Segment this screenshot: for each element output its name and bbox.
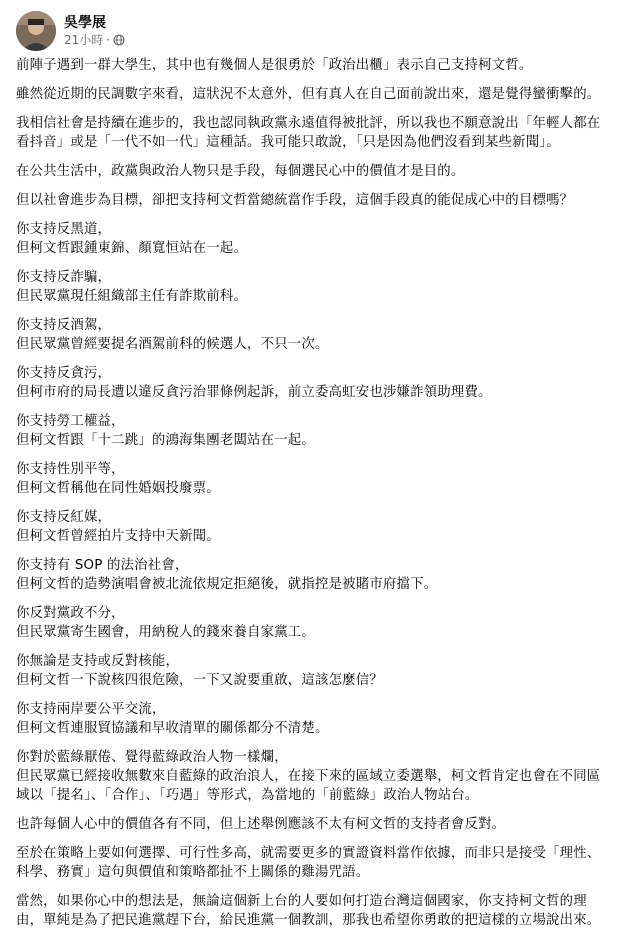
paragraph-line: 也許每個人心中的價值各有不同，但上述舉例應該不太有柯文哲的支持者會反對。 bbox=[16, 817, 506, 832]
paragraph-line: 但民眾黨曾經要提名酒駕前科的候選人，不只一次。 bbox=[16, 337, 329, 352]
paragraph-line: 在公共生活中，政黨與政治人物只是手段，每個選民心中的價值才是目的。 bbox=[16, 164, 465, 179]
paragraph-line: 但柯文哲跟「十二跳」的鴻海集團老闆站在一起。 bbox=[16, 433, 315, 448]
post-paragraph bbox=[16, 815, 624, 834]
post-paragraph bbox=[16, 364, 624, 402]
post-paragraph bbox=[16, 114, 624, 152]
paragraph-line: 但以社會進步為目標，卻把支持柯文哲當總統當作手段，這個手段真的能促成心中的目標嗎？ bbox=[16, 193, 574, 208]
paragraph-line: 但柯文哲曾經拍片支持中天新聞。 bbox=[16, 529, 220, 544]
paragraph-line: 但民眾黨寄生國會，用納稅人的錢來養自家黨工。 bbox=[16, 625, 315, 640]
paragraph-line: 前陣子遇到一群大學生，其中也有幾個人是很勇於「政治出櫃」表示自己支持柯文哲。 bbox=[16, 58, 533, 73]
paragraph-line: 但柯文哲一下說核四很危險，一下又說要重啟，這該怎麼信？ bbox=[16, 673, 383, 688]
paragraph-line: 你支持性別平等， bbox=[16, 462, 125, 477]
paragraph-line: 看抖音」或是「一代不如一代」這種話。我可能只敢說，「只是因為他們沒看到某些新聞」。 bbox=[16, 135, 560, 150]
paragraph-line: 你無論是支持或反對核能， bbox=[16, 654, 180, 669]
paragraph-line: 但柯文哲連服貿協議和早收清單的關係都分不清楚。 bbox=[16, 721, 329, 736]
paragraph-line: 你對於藍綠厭倦、覺得藍綠政治人物一樣爛， bbox=[16, 750, 288, 765]
post-paragraph bbox=[16, 220, 624, 258]
post-subline bbox=[64, 32, 125, 48]
paragraph-line: 但柯文哲的造勢演唱會被北流依規定拒絕後，就指控是被賭市府擋下。 bbox=[16, 577, 438, 592]
paragraph-line: 你支持反酒駕， bbox=[16, 318, 112, 333]
paragraph-line: 雖然從近期的民調數字來看，這狀況不太意外，但有真人在自己面前說出來，還是覺得蠻衝擊的。 bbox=[16, 87, 601, 102]
post-paragraph bbox=[16, 892, 624, 930]
post-time[interactable]: 21小時 bbox=[64, 33, 104, 47]
post-paragraph bbox=[16, 604, 624, 642]
paragraph-line: 至於在策略上要如何選擇、可行性多高，就需要更多的實證資料當作依據，而非只是接受「理性、 bbox=[16, 846, 601, 861]
paragraph-line: 科學、務實」這句與價值和策略都扯不上關係的雞湯咒語。 bbox=[16, 865, 370, 880]
post-meta bbox=[64, 14, 125, 48]
paragraph-line: 你支持勞工權益， bbox=[16, 414, 125, 429]
post-paragraph bbox=[16, 460, 624, 498]
paragraph-line: 你反對黨政不分， bbox=[16, 606, 125, 621]
post-paragraph bbox=[16, 652, 624, 690]
post-paragraph bbox=[16, 844, 624, 882]
post-paragraph bbox=[16, 748, 624, 805]
post-paragraph bbox=[16, 316, 624, 354]
paragraph-line: 你支持有 SOP 的法治社會， bbox=[16, 558, 189, 573]
globe-icon[interactable] bbox=[113, 34, 125, 46]
author-name[interactable]: 吳學展 bbox=[64, 15, 106, 31]
post-paragraph bbox=[16, 268, 624, 306]
avatar[interactable] bbox=[16, 11, 56, 51]
paragraph-line: 但民眾黨已經接收無數來自藍綠的政治浪人，在接下來的區域立委選舉，柯文哲肯定也會在不同區 bbox=[16, 769, 601, 784]
paragraph-line: 但柯市府的局長遭以違反貪污治罪條例起訴，前立委高虹安也涉嫌詐領助理費。 bbox=[16, 385, 492, 400]
post-paragraph bbox=[16, 162, 624, 181]
post-paragraph bbox=[16, 85, 624, 104]
post-paragraph bbox=[16, 191, 624, 210]
paragraph-line: 你支持反詐騙， bbox=[16, 270, 112, 285]
post-paragraph bbox=[16, 508, 624, 546]
separator: · bbox=[106, 33, 111, 47]
paragraph-line: 你支持反黑道， bbox=[16, 222, 112, 237]
paragraph-line: 由，單純是為了把民進黨趕下台，給民進黨一個教訓，那我也希望你勇敢的把這樣的立場說出來。 bbox=[16, 913, 601, 928]
paragraph-line: 我相信社會是持續在進步的，我也認同執政黨永遠值得被批評，所以我也不願意說出「年輕人都在 bbox=[16, 116, 601, 131]
paragraph-line: 你支持反貪污， bbox=[16, 366, 112, 381]
post-paragraph bbox=[16, 700, 624, 738]
post-content bbox=[16, 56, 624, 940]
avatar-image bbox=[16, 11, 56, 51]
paragraph-line: 但柯文哲跟鍾東錦、顏寬恒站在一起。 bbox=[16, 241, 248, 256]
post-paragraph bbox=[16, 556, 624, 594]
paragraph-line: 你支持反紅媒， bbox=[16, 510, 112, 525]
post-header bbox=[16, 10, 125, 52]
paragraph-line: 但民眾黨現任組織部主任有詐欺前科。 bbox=[16, 289, 248, 304]
paragraph-line: 域以「提名」、「合作」、「巧遇」等形式，為當地的「前藍綠」政治人物站台。 bbox=[16, 788, 479, 803]
paragraph-line: 你支持兩岸要公平交流， bbox=[16, 702, 166, 717]
post-paragraph bbox=[16, 56, 624, 75]
post-paragraph bbox=[16, 412, 624, 450]
paragraph-line: 但柯文哲稱他在同性婚姻投廢票。 bbox=[16, 481, 220, 496]
paragraph-line: 當然，如果你心中的想法是，無論這個新上台的人要如何打造台灣這個國家，你支持柯文哲的理 bbox=[16, 894, 587, 909]
